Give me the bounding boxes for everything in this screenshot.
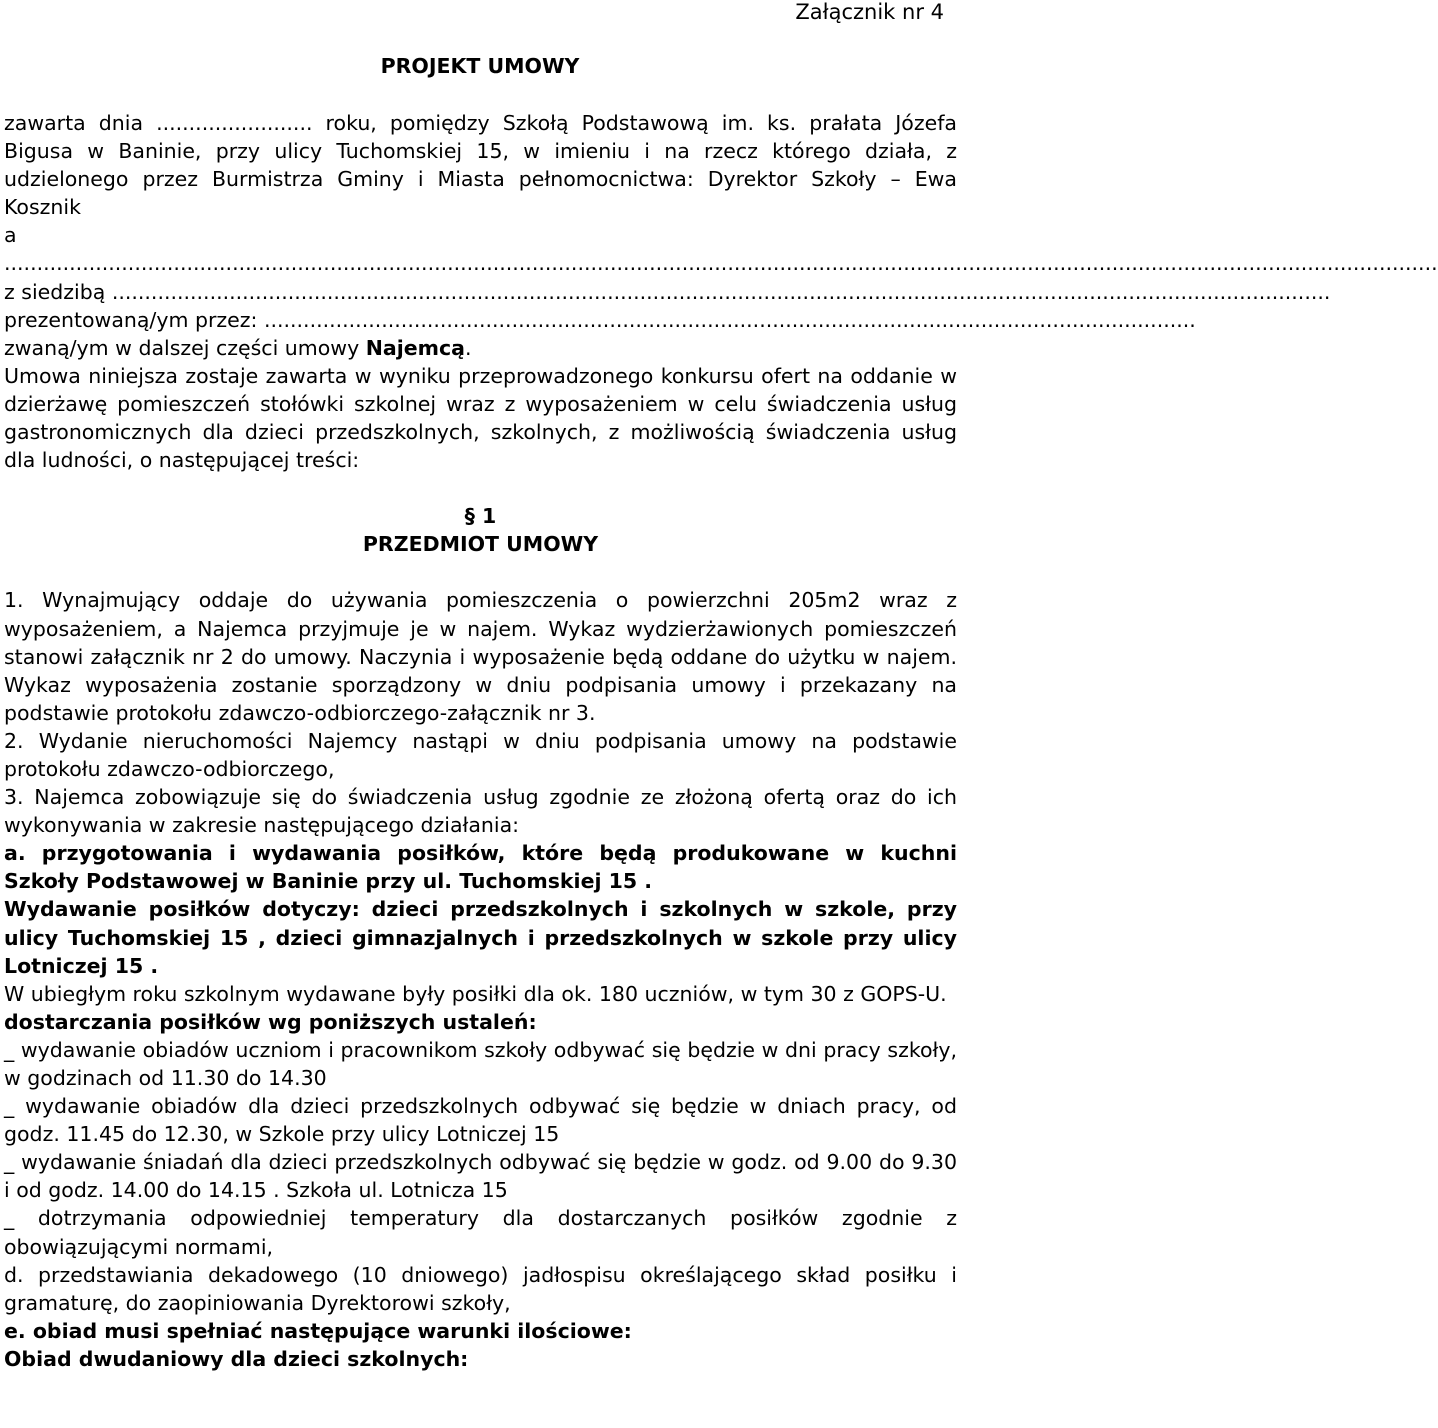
rule-item: _ wydawanie obiadów uczniom i pracownikom szkoły odbywać się będzie w dni pracy szkoły, w godzinach od 11.30 do 14.30: [4, 1037, 957, 1090]
issuing-scope: Wydawanie posiłków dotyczy: dzieci przedszkolnych i szkolnych w szkole, przy ulicy Tuchomskiej 15 , dzieci gimnazjalnych i przedszkolnych w szkole przy ulicy Lotniczej 15 .: [4, 897, 957, 978]
delivery-heading: dostarczania posiłków wg poniższych ustaleń:: [4, 1009, 537, 1034]
party-represented-blank: prezentowaną/ym przez: ...............................................................................................................................................: [4, 307, 1196, 332]
clause-2: 2. Wydanie nieruchomości Najemcy nastąpi w dniu podpisania umowy na podstawie protokołu zdawczo-odbiorczego,: [4, 728, 957, 781]
parties-intro: zawarta dnia ........................ roku, pomiędzy Szkołą Podstawową im. ks. prałata Józefa Bigusa w Baninie, przy ulicy Tuchomskiej 15, w imieniu i na rzecz którego działa, z udzielonego przez Burmistrza Gminy i Miasta pełnomocnictwa: Dyrektor Szkoły – Ewa Kosznik: [4, 111, 957, 220]
lunch-heading: Obiad dwudaniowy dla dzieci szkolnych:: [4, 1346, 469, 1371]
party-a-letter: a: [4, 223, 17, 248]
document-body: [4, 109, 1438, 1373]
party-name-blank: ............................................................................................................................................................................................................................: [4, 251, 1438, 276]
rule-item: _ wydawanie śniadań dla dzieci przedszkolnych odbywać się będzie w godz. od 9.00 do 9.30 i od godz. 14.00 do 14.15 . Szkoła ul. Lotnicza 15: [4, 1150, 957, 1203]
item-e-heading: e. obiad musi spełniać następujące warunki ilościowe:: [4, 1318, 632, 1343]
section-heading: PRZEDMIOT UMOWY: [362, 532, 599, 557]
clause-3: 3. Najemca zobowiązuje się do świadczenia usług zgodnie ze złożoną ofertą oraz do ich wykonywania w zakresie następującego działania:: [4, 785, 957, 838]
annex-label: Załącznik nr 4: [795, 0, 944, 24]
last-year-note: W ubiegłym roku szkolnym wydawane były posiłki dla ok. 180 uczniów, w tym 30 z GOPS-U.: [4, 981, 947, 1006]
document-title: PROJEKT UMOWY: [380, 54, 580, 78]
section-number: § 1: [464, 504, 497, 529]
rule-item: _ wydawanie obiadów dla dzieci przedszkolnych odbywać się będzie w dniach pracy, od godz. 11.45 do 12.30, w Szkole przy ulicy Lotniczej 15: [4, 1094, 957, 1147]
party-called-line: zwaną/ym w dalszej części umowy Najemcą.: [4, 335, 472, 360]
item-a-heading: a. przygotowania i wydawania posiłków, które będą produkowane w kuchni Szkoły Podstawowej w Baninie przy ul. Tuchomskiej 15 .: [4, 841, 957, 894]
lessee-term: Najemcą: [365, 335, 465, 360]
preamble: Umowa niniejsza zostaje zawarta w wyniku przeprowadzonego konkursu ofert na oddanie w dzierżawę pomieszczeń stołówki szkolnej wraz z wyposażeniem w celu świadczenia usług gastronomicznych dla dzieci przedszkolnych, szkolnych, z możliwością świadczenia usług dla ludności, o następującej treści:: [4, 363, 957, 473]
party-seat-blank: z siedzibą ...........................................................................................................................................................................................: [4, 279, 1331, 304]
rule-item: _ dotrzymania odpowiedniej temperatury dla dostarczanych posiłków zgodnie z obowiązującymi normami,: [4, 1206, 957, 1259]
clause-1: 1. Wynajmujący oddaje do używania pomieszczenia o powierzchni 205m2 wraz z wyposażeniem, a Najemca przyjmuje je w najem. Wykaz wydzierżawionych pomieszczeń stanowi załącznik nr 2 do umowy. Naczynia i wyposażenie będą oddane do użytku w najem. Wykaz wyposażenia zostanie sporządzony w dniu podpisania umowy i przekazany na podstawie protokołu zdawczo-odbiorczego-załącznik nr 3.: [4, 588, 957, 725]
item-d: d. przedstawiania dekadowego (10 dniowego) jadłospisu określającego skład posiłku i gramaturę, do zaopiniowania Dyrektorowi szkoły,: [4, 1262, 957, 1315]
